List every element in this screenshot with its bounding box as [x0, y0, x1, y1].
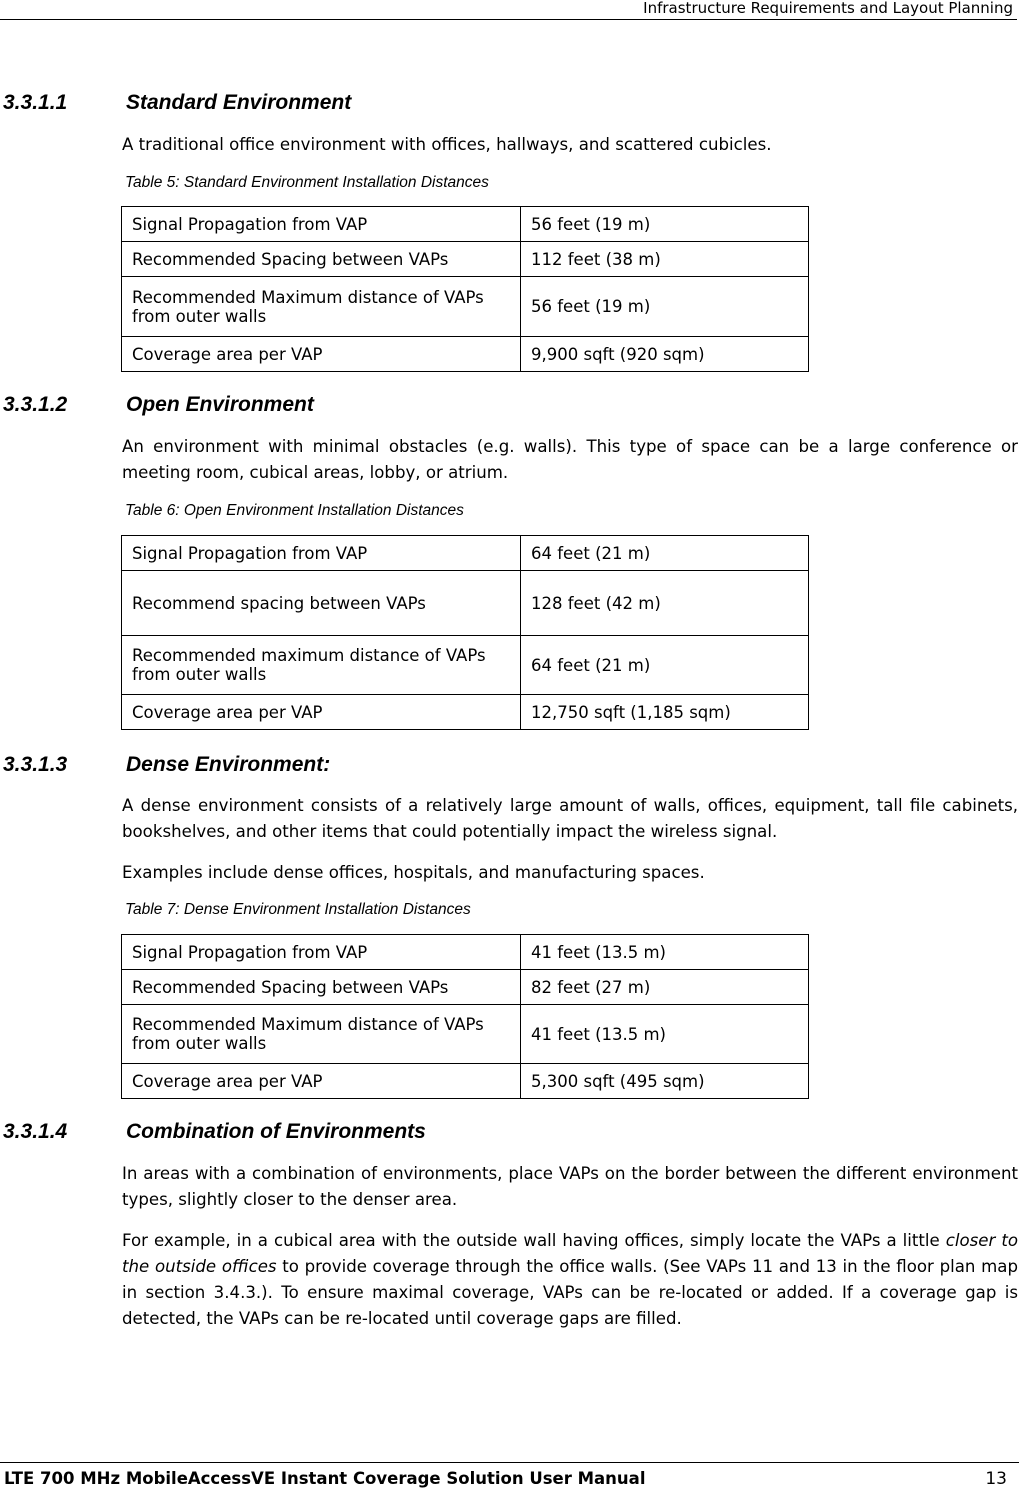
- table-row: [122, 536, 809, 571]
- page-number: 13: [985, 1469, 1007, 1489]
- example-text: For example, in a cubical area with the outside wall having offices, simply locate the VAPs a little: [122, 1231, 946, 1250]
- table-row: [122, 207, 809, 242]
- table-cell: Coverage area per VAP: [122, 695, 521, 730]
- table-cell: Coverage area per VAP: [122, 1064, 521, 1099]
- page-footer: [0, 1462, 1019, 1495]
- table-cell: 56 feet (19 m): [521, 277, 809, 337]
- table-cell: 9,900 sqft (920 sqm): [521, 337, 809, 372]
- distance-table: [121, 206, 809, 372]
- table-row: [122, 970, 809, 1005]
- table-cell: 64 feet (21 m): [521, 636, 809, 695]
- table-cell: 41 feet (13.5 m): [521, 935, 809, 970]
- table-caption: Table 7: Dense Environment Installation Distances: [125, 901, 471, 918]
- table-caption: Table 5: Standard Environment Installation Distances: [125, 174, 489, 191]
- table-cell: Signal Propagation from VAP: [122, 536, 521, 571]
- table-cell: Recommended maximum distance of VAPs from outer walls: [122, 636, 521, 695]
- table-row: [122, 695, 809, 730]
- table-row: [122, 571, 809, 636]
- table-row: [122, 277, 809, 337]
- footer-title: LTE 700 MHz MobileAccessVE Instant Coverage Solution User Manual: [4, 1469, 646, 1488]
- paragraph: A traditional office environment with offices, hallways, and scattered cubicles.: [122, 135, 772, 154]
- paragraph: In areas with a combination of environments, place VAPs on the border between the different environment types, slightly closer to the denser area.: [122, 1164, 1018, 1209]
- table-cell: 41 feet (13.5 m): [521, 1005, 809, 1064]
- example-paragraph: [122, 1228, 1018, 1332]
- table-caption: Table 6: Open Environment Installation Distances: [125, 502, 464, 519]
- table-row: [122, 337, 809, 372]
- paragraph: An environment with minimal obstacles (e.g. walls). This type of space can be a large conference or meeting room, cubical areas, lobby, or atrium.: [122, 437, 1018, 482]
- section-number: 3.3.1.4: [3, 1120, 68, 1143]
- table-cell: Recommended Spacing between VAPs: [122, 242, 521, 277]
- table-cell: Recommend spacing between VAPs: [122, 571, 521, 636]
- paragraph: A dense environment consists of a relatively large amount of walls, offices, equipment, tall file cabinets, bookshelves, and other items that could potentially impact the wireless signal.: [122, 796, 1018, 841]
- table-cell: 12,750 sqft (1,185 sqm): [521, 695, 809, 730]
- section-number: 3.3.1.1: [3, 91, 68, 114]
- section-title: Open Environment: [126, 393, 314, 416]
- table-row: [122, 636, 809, 695]
- header-title: Infrastructure Requirements and Layout Planning: [643, 0, 1013, 17]
- table-cell: Signal Propagation from VAP: [122, 207, 521, 242]
- table-cell: 112 feet (38 m): [521, 242, 809, 277]
- section-number: 3.3.1.3: [3, 753, 68, 776]
- section-title: Dense Environment:: [126, 753, 331, 776]
- section-number: 3.3.1.2: [3, 393, 68, 416]
- table-row: [122, 1064, 809, 1099]
- table-cell: Recommended Spacing between VAPs: [122, 970, 521, 1005]
- table-cell: Coverage area per VAP: [122, 337, 521, 372]
- emphasis-text: closer to the outside offices: [122, 1231, 1018, 1276]
- table-cell: 56 feet (19 m): [521, 207, 809, 242]
- table-row: [122, 1005, 809, 1064]
- table-cell: 5,300 sqft (495 sqm): [521, 1064, 809, 1099]
- table-cell: 64 feet (21 m): [521, 536, 809, 571]
- section-title: Standard Environment: [126, 91, 352, 114]
- distance-table: [121, 535, 809, 730]
- table-cell: Recommended Maximum distance of VAPs from outer walls: [122, 277, 521, 337]
- table-cell: 128 feet (42 m): [521, 571, 809, 636]
- distance-table: [121, 934, 809, 1099]
- table-row: [122, 935, 809, 970]
- table-row: [122, 242, 809, 277]
- section-title: Combination of Environments: [126, 1120, 426, 1143]
- example-text: to provide coverage through the office walls. (See VAPs 11 and 13 in the floor plan map in section 3.4.3.). To ensure maximal coverage, VAPs can be re-located or added. If a coverage gap is detected, the VAPs can be re-located until coverage gaps are filled.: [122, 1257, 1018, 1328]
- page-header: [0, 0, 1017, 20]
- paragraph: Examples include dense offices, hospitals, and manufacturing spaces.: [122, 863, 705, 882]
- table-cell: 82 feet (27 m): [521, 970, 809, 1005]
- table-cell: Signal Propagation from VAP: [122, 935, 521, 970]
- table-cell: Recommended Maximum distance of VAPs from outer walls: [122, 1005, 521, 1064]
